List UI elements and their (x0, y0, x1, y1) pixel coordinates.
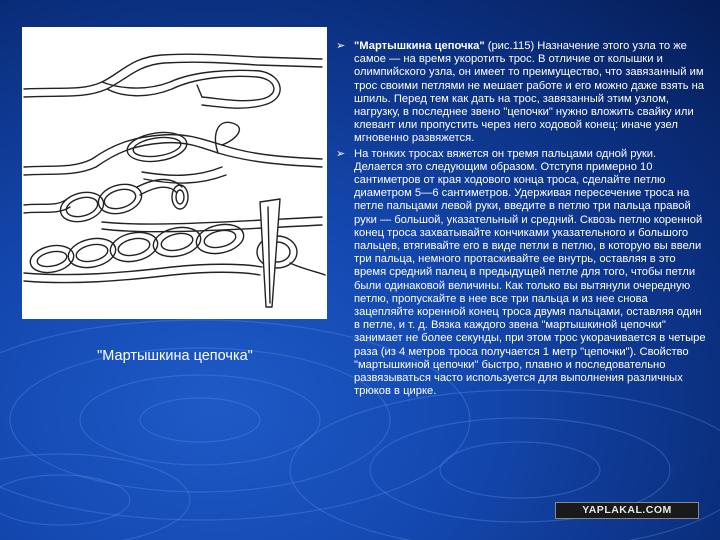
bullet-bold-lead: "Мартышкина цепочка" (354, 40, 485, 52)
arrowhead-bullet-icon: ➢ (336, 40, 346, 52)
bullet-paragraph (354, 148, 706, 399)
site-watermark: YAPLAKAL.COM (555, 502, 699, 519)
bullet-paragraph (354, 40, 706, 146)
arrowhead-bullet-icon: ➢ (336, 147, 346, 160)
monkey-chain-knot-drawing (22, 27, 327, 319)
bullet-item (336, 148, 706, 399)
knot-illustration (22, 27, 327, 319)
figure-caption: "Мартышкина цепочка" (97, 348, 253, 364)
text-column (336, 40, 706, 400)
bullet-item (336, 40, 706, 146)
bullet-text: (рис.115) Назначение этого узла то же самое — на время укоротить трос. В отличие от колышки и олимпийского узла, он имеет то преимущество, что завязанный им трос своими петлями не мешает работе и его можно даже взять на шпиль. Перед тем как дать на трос, завязанный этим узлом, нагрузку, в последнее звено "цепочки" нужно вложить свайку или клевант или пропустить через него ходовой конец: иначе узел мгновенно развяжется. (354, 40, 705, 145)
bullet-text: На тонких тросах вяжется он тремя пальцами одной руки. Делается это следующим образом. Отступя примерно 10 сантиметров от края ходового конца троса, сделайте петлю диаметром 5—6 сантиметров. Удерживая пересечение троса на петле пальцами левой руки, введите в петлю три пальца правой руки — большой, указательный и средний. Сквозь петлю коренной конец троса захватывайте кончиками указательного и большого пальцев, втягивайте его в виде петли в петлю, в которую вы ввели три пальца, немного протаскивайте ее внутрь, оставляя в это время средний палец в предыдущей петле для того, чтобы петли были одинаковой величины. Как только вы вытянули очередную петлю, пропускайте в нее все три пальца и из нее снова зацепляйте коренной конец троса двумя пальцами, оставляя один в петле, и т. д. Вязка каждого звена "мартышкиной цепочки" занимает не более секунды, при этом трос укорачивается в четыре раза (из 4 метров троса получается 1 метр "цепочки"). Свойство "мартышкиной цепочки" быстро, плавно и последовательно развязываться часто используется для выполнения различных трюков в цирке. (354, 147, 706, 398)
